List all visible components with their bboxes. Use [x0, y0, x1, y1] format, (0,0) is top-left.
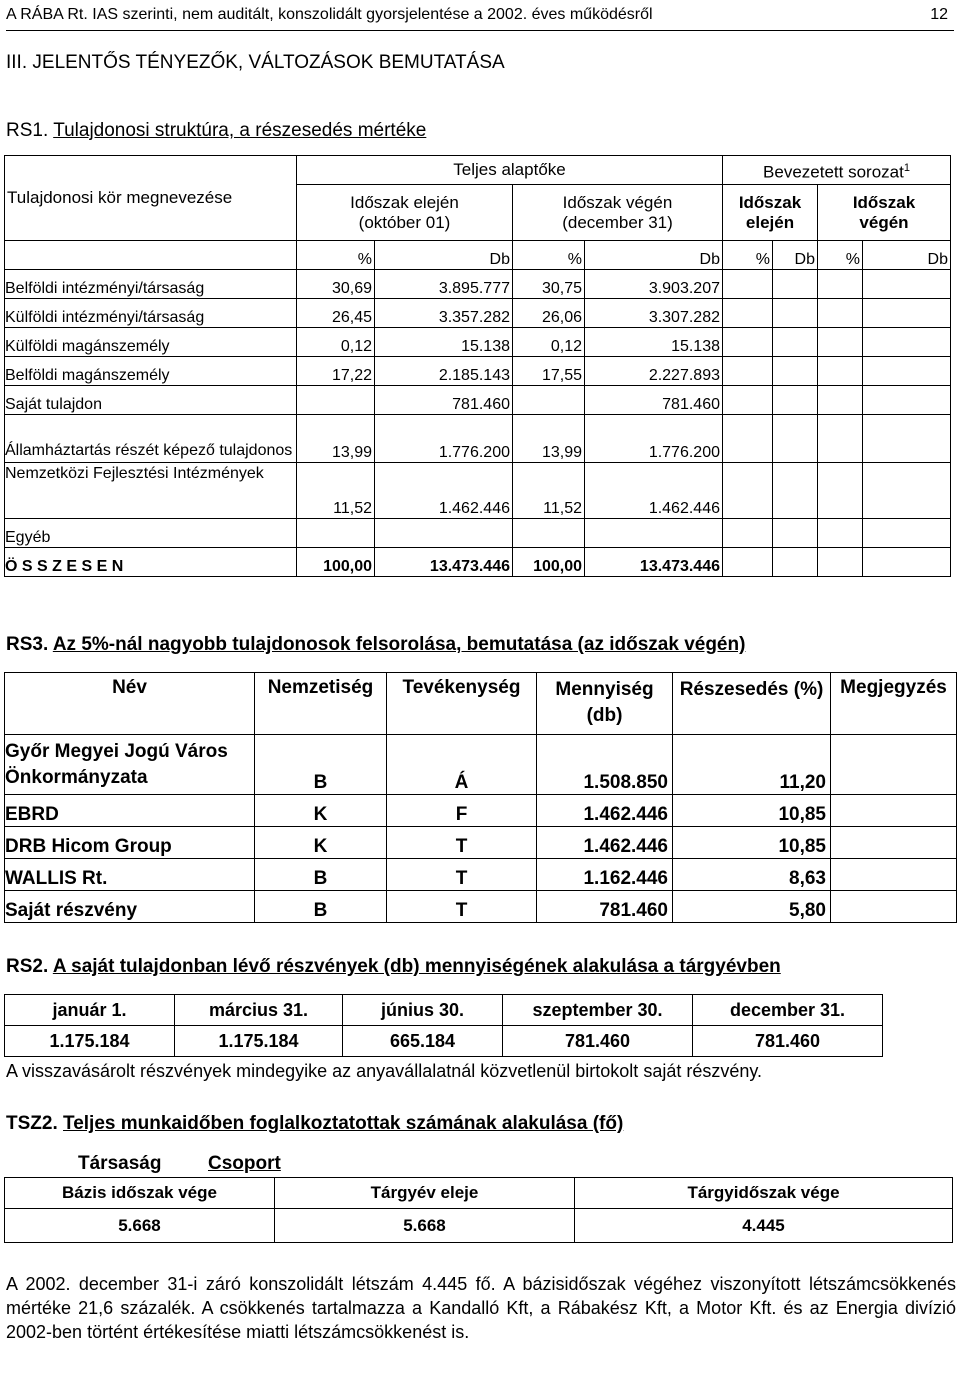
total-end-pct: 100,00 — [513, 548, 585, 577]
start-db — [375, 519, 513, 548]
unit-db: Db — [863, 241, 951, 270]
quantity: 781.460 — [537, 891, 673, 923]
end-pct: 13,99 — [513, 415, 585, 463]
note — [831, 735, 957, 795]
period-end-date: (december 31) — [562, 212, 673, 232]
activity: Á — [387, 735, 537, 795]
start-db: 1.462.446 — [375, 463, 513, 519]
unit-pct: % — [723, 241, 773, 270]
treasury-shares-table — [4, 994, 883, 1057]
note — [831, 859, 957, 891]
introduced-series-label: Bevezetett sorozat — [763, 162, 904, 182]
start-db: 3.895.777 — [375, 270, 513, 299]
table-row — [5, 415, 951, 463]
date-header: június 30. — [343, 995, 503, 1026]
col-name: Név — [5, 673, 255, 735]
total-row — [5, 548, 951, 577]
rs3-code: RS3. — [6, 634, 49, 655]
start-pct — [297, 519, 375, 548]
table-row — [5, 827, 957, 859]
share-count: 1.175.184 — [5, 1026, 175, 1057]
quantity: 1.508.850 — [537, 735, 673, 795]
end-db: 3.307.282 — [585, 299, 723, 328]
end-pct — [513, 519, 585, 548]
tsz2-heading — [6, 1113, 623, 1135]
owner-name: WALLIS Rt. — [5, 859, 255, 891]
start-pct: 0,12 — [297, 328, 375, 357]
start-pct: 30,69 — [297, 270, 375, 299]
end-pct: 26,06 — [513, 299, 585, 328]
rs3-heading — [6, 634, 745, 656]
rs1-title: Tulajdonosi struktúra, a részesedés mértéke — [53, 120, 427, 141]
share-count: 665.184 — [343, 1026, 503, 1057]
table-row — [5, 519, 951, 548]
table-row — [5, 270, 951, 299]
owner-name: Nemzetközi Fejlesztési Intézmények — [5, 463, 297, 519]
major-owners-table — [4, 672, 957, 923]
employees-table — [4, 1177, 953, 1243]
report-title: A RÁBA Rt. IAS szerinti, nem auditált, konszolidált gyorsjelentése a 2002. éves működésről — [6, 6, 653, 23]
rs2-note: A visszavásárolt részvények mindegyike az anyavállalatnál közvetlenül birtokolt saját részvény. — [6, 1061, 763, 1081]
table-row — [5, 891, 957, 923]
table-row — [5, 299, 951, 328]
owner-name: Külföldi intézményi/társaság — [5, 299, 297, 328]
start-pct — [297, 386, 375, 415]
start-pct: 26,45 — [297, 299, 375, 328]
share: 10,85 — [673, 795, 831, 827]
share: 10,85 — [673, 827, 831, 859]
owner-name: Saját részvény — [5, 891, 255, 923]
owner-name: Saját tulajdon — [5, 386, 297, 415]
rs2-heading — [6, 956, 781, 978]
rs1-code: RS1. — [6, 120, 49, 141]
tsz2-code: TSZ2. — [6, 1113, 58, 1134]
unit-blank — [5, 241, 297, 270]
col-period-end: Tárgyidőszak vége — [575, 1178, 953, 1209]
table-row — [5, 328, 951, 357]
tab-group: Csoport — [208, 1153, 281, 1174]
total-label: Ö S S Z E S E N — [5, 548, 297, 577]
unit-pct: % — [818, 241, 863, 270]
headcount: 5.668 — [5, 1209, 275, 1243]
activity: T — [387, 891, 537, 923]
start-db: 2.185.143 — [375, 357, 513, 386]
introduced-series-header — [723, 156, 951, 185]
unit-pct: % — [513, 241, 585, 270]
owner-name: Belföldi intézményi/társaság — [5, 270, 297, 299]
introduced-series-sup: 1 — [903, 161, 910, 174]
end-db: 15.138 — [585, 328, 723, 357]
share-count: 781.460 — [693, 1026, 883, 1057]
nationality: B — [255, 859, 387, 891]
intro-start-header — [723, 185, 818, 241]
owner-name: Államháztartás részét képező tulajdonos — [5, 415, 297, 463]
section-title: III. JELENTŐS TÉNYEZŐK, VÁLTOZÁSOK BEMUTATÁSA — [6, 52, 505, 73]
end-db: 1.776.200 — [585, 415, 723, 463]
nationality: B — [255, 891, 387, 923]
activity: F — [387, 795, 537, 827]
share-capital-header: Teljes alaptőke — [297, 156, 723, 185]
headcount: 5.668 — [275, 1209, 575, 1243]
col-share: Részesedés (%) — [673, 673, 831, 735]
start-pct: 17,22 — [297, 357, 375, 386]
end-pct: 17,55 — [513, 357, 585, 386]
share: 11,20 — [673, 735, 831, 795]
table-row — [5, 357, 951, 386]
start-db: 781.460 — [375, 386, 513, 415]
end-db: 2.227.893 — [585, 357, 723, 386]
start-db: 3.357.282 — [375, 299, 513, 328]
end-db: 781.460 — [585, 386, 723, 415]
owner-name: Belföldi magánszemély — [5, 357, 297, 386]
period-start-label: Időszak elején — [350, 192, 459, 212]
owner-name: Győr Megyei Jogú Város Önkormányzata — [5, 735, 255, 795]
intro-end-line2: végén — [859, 212, 909, 232]
intro-end-header — [818, 185, 951, 241]
unit-db: Db — [585, 241, 723, 270]
owner-name: Külföldi magánszemély — [5, 328, 297, 357]
activity: T — [387, 859, 537, 891]
note — [831, 795, 957, 827]
period-start-header — [297, 185, 513, 241]
table-row — [5, 795, 957, 827]
col-note: Megjegyzés — [831, 673, 957, 735]
intro-start-line1: Időszak — [738, 192, 802, 212]
table-row — [5, 859, 957, 891]
start-db: 1.776.200 — [375, 415, 513, 463]
quantity: 1.462.446 — [537, 827, 673, 859]
date-header: március 31. — [175, 995, 343, 1026]
date-header: január 1. — [5, 995, 175, 1026]
nationality: K — [255, 827, 387, 859]
table-row — [5, 463, 951, 519]
period-start-date: (október 01) — [358, 212, 451, 232]
unit-pct: % — [297, 241, 375, 270]
page-header — [6, 6, 954, 31]
owner-name: Egyéb — [5, 519, 297, 548]
ownership-table — [4, 155, 951, 577]
end-db: 1.462.446 — [585, 463, 723, 519]
tsz2-paragraph: A 2002. december 31-i záró konszolidált létszám 4.445 fő. A bázisidőszak végéhez viszonyított létszámcsökkenés mértéke 21,6 százalék. A csökkenés tartalmazza a Kandalló Kft, a Rábakész Kft, a Motor Kft. és az Energia divízió 2002-ben történt értékesítése miatti létszámcsökkenést is. — [6, 1274, 956, 1342]
owner-col-header: Tulajdonosi kör megnevezése — [5, 156, 297, 241]
col-quantity: Mennyiség (db) — [537, 673, 673, 735]
rs3-title: Az 5%-nál nagyobb tulajdonosok felsorolása, bemutatása (az időszak végén) — [52, 634, 746, 655]
owner-name: EBRD — [5, 795, 255, 827]
period-end-header — [513, 185, 723, 241]
col-year-start: Tárgyév eleje — [275, 1178, 575, 1209]
total-start-pct: 100,00 — [297, 548, 375, 577]
table-row — [5, 386, 951, 415]
end-pct: 0,12 — [513, 328, 585, 357]
intro-end-line1: Időszak — [852, 192, 916, 212]
end-pct — [513, 386, 585, 415]
total-start-db: 13.473.446 — [375, 548, 513, 577]
share-count: 1.175.184 — [175, 1026, 343, 1057]
quantity: 1.462.446 — [537, 795, 673, 827]
share: 5,80 — [673, 891, 831, 923]
note — [831, 891, 957, 923]
table-row — [5, 735, 957, 795]
col-activity: Tevékenység — [387, 673, 537, 735]
share-count: 781.460 — [503, 1026, 693, 1057]
period-end-label: Időszak végén — [562, 192, 673, 212]
tsz2-title: Teljes munkaidőben foglalkoztatottak számának alakulása (fő) — [63, 1113, 624, 1134]
start-pct: 11,52 — [297, 463, 375, 519]
rs2-code: RS2. — [6, 956, 49, 977]
col-nationality: Nemzetiség — [255, 673, 387, 735]
nationality: K — [255, 795, 387, 827]
rs2-title: A saját tulajdonban lévő részvények (db) mennyiségének alakulása a tárgyévben — [52, 956, 781, 977]
share: 8,63 — [673, 859, 831, 891]
activity: T — [387, 827, 537, 859]
rs1-heading — [6, 120, 426, 142]
owner-name: DRB Hicom Group — [5, 827, 255, 859]
note — [831, 827, 957, 859]
total-end-db: 13.473.446 — [585, 548, 723, 577]
tab-company: Társaság — [78, 1153, 162, 1174]
page-number: 12 — [930, 6, 948, 23]
end-db: 3.903.207 — [585, 270, 723, 299]
date-header: december 31. — [693, 995, 883, 1026]
quantity: 1.162.446 — [537, 859, 673, 891]
end-pct: 11,52 — [513, 463, 585, 519]
nationality: B — [255, 735, 387, 795]
start-pct: 13,99 — [297, 415, 375, 463]
headcount: 4.445 — [575, 1209, 953, 1243]
start-db: 15.138 — [375, 328, 513, 357]
intro-start-line2: elején — [745, 212, 795, 232]
unit-db: Db — [375, 241, 513, 270]
end-pct: 30,75 — [513, 270, 585, 299]
unit-db: Db — [773, 241, 818, 270]
col-base-end: Bázis időszak vége — [5, 1178, 275, 1209]
end-db — [585, 519, 723, 548]
date-header: szeptember 30. — [503, 995, 693, 1026]
